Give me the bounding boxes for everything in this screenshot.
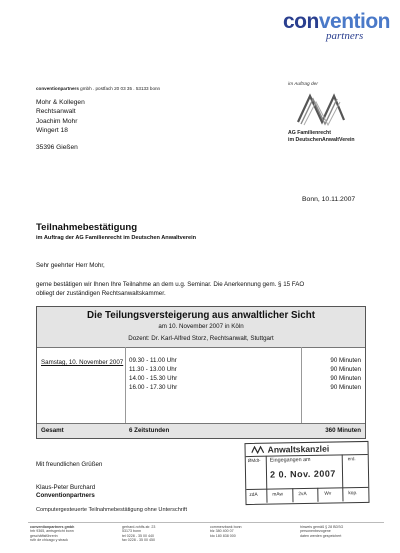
stamp-cell: kop.	[348, 491, 358, 497]
footer-line: conventionpartners gmbh	[30, 525, 75, 529]
stamp-om-label: ØMdt-	[247, 457, 261, 464]
stamp-divider	[317, 488, 318, 502]
footer-line: daten werden gespeichert	[300, 533, 342, 538]
stamp-title: Anwaltskanzlei	[267, 443, 330, 455]
sender-address-line	[36, 86, 160, 91]
on-behalf-label: im Auftrag der	[288, 82, 318, 87]
footer-line: fax 0228 - 35 00 450	[122, 538, 155, 543]
computer-generated-note: Computergesteuerte Teilnahmebestätigung ohne Unterschrift	[36, 507, 188, 513]
stamp-cell: zdA	[249, 492, 258, 499]
received-stamp	[244, 441, 369, 505]
time-slot: 09.30 - 11.00 Uhr	[129, 357, 177, 364]
closing-greeting: Mit freundlichen Grüßen	[36, 461, 103, 468]
letter-date: Bonn, 10.11.2007	[302, 196, 356, 203]
recipient-city: 35396 Gießen	[36, 144, 78, 151]
total-minutes: 360 Minuten	[325, 427, 361, 434]
stamp-logo-icon	[252, 446, 266, 454]
footer-line: commerzbank bonn	[210, 525, 242, 529]
salutation: Sehr geehrter Herr Mohr,	[36, 262, 105, 269]
slot-duration: 90 Minuten	[330, 357, 361, 364]
logo-part-con: con	[283, 10, 319, 33]
time-slot: 16.00 - 17.30 Uhr	[129, 384, 178, 391]
time-slot: 14.00 - 15.30 Uhr	[129, 375, 178, 382]
signer-company	[36, 492, 95, 499]
sender-address: gmbh . postfach 20 03 35 . 53133 bonn	[78, 86, 161, 91]
recipient-line: Wingert 18	[36, 127, 68, 135]
column-divider	[125, 347, 126, 423]
stamp-date: 2 0. Nov. 2007	[269, 468, 336, 480]
recipient-line: Joachim Mohr	[36, 117, 78, 125]
signer-name: Klaus-Peter Burchard	[36, 484, 96, 491]
stamp-cell: 2vA	[298, 492, 307, 498]
body-text-line: obliegt der zuständigen Rechtsanwaltskammer.	[36, 290, 166, 297]
stamp-done-label: erd.	[347, 456, 356, 462]
stamp-divider	[266, 456, 268, 489]
stamp-cell: mAw	[272, 492, 284, 498]
total-row	[37, 423, 365, 438]
stamp-footer	[246, 487, 368, 503]
stamp-body	[246, 454, 369, 490]
footer-line: 53173 bonn	[122, 529, 141, 534]
stamp-divider	[292, 488, 293, 502]
seminar-day: Samstag, 10. November 2007	[41, 359, 124, 366]
seminar-title: Die Teilungsversteigerung aus anwaltlicher Sicht	[87, 310, 315, 321]
recipient-line: Mohr & Kollegen	[36, 99, 85, 106]
time-slot: 11.30 - 13.00 Uhr	[129, 366, 177, 373]
signer-company-name: Conventionpartners	[36, 492, 95, 499]
footer-line: ruth de chicago y strack	[30, 538, 68, 543]
slot-duration: 90 Minuten	[330, 384, 361, 391]
stamp-received-label: Eingegangen am	[269, 456, 311, 464]
footer-line: geschäftsführerin	[30, 533, 58, 538]
body-text-line: gerne bestätigen wir Ihnen Ihre Teilnahme an dem u.g. Seminar. Die Anerkennung gem. § 15 FAO	[36, 281, 305, 288]
client-name-line2	[288, 137, 355, 143]
footer-line: kto 180 838 000	[210, 533, 236, 538]
footer-company	[30, 525, 74, 543]
stamp-cell: Wv	[324, 491, 332, 497]
seminar-lecturer: Dozent: Dr. Karl-Alfred Storz, Rechtsanwalt, Stuttgart	[128, 335, 274, 342]
footer-line: hrb 9365, amtsgericht bonn	[30, 529, 74, 534]
footer-line: gerhard-rohlfs-str. 23	[122, 525, 156, 529]
client-name-line1: AG Familienrecht	[288, 130, 331, 136]
client-line2-part: im Deutschen	[288, 137, 323, 143]
seminar-date-location: am 10. November 2007 in Köln	[158, 323, 244, 330]
seminar-table	[36, 306, 366, 439]
stamp-divider	[342, 487, 343, 501]
total-label: Gesamt	[41, 427, 64, 434]
footer-line: personenbezogene	[300, 529, 331, 534]
recipient-address	[36, 98, 85, 136]
footer-address	[122, 525, 155, 543]
recipient-line: Rechtsanwalt	[36, 108, 76, 116]
column-divider	[301, 347, 302, 423]
footer-line: blz 380 400 07	[210, 529, 234, 534]
document-subtitle: im Auftrag der AG Familienrecht im Deutschen Anwaltverein	[36, 235, 197, 241]
footer-line: hinweis gemäß § 28 BDSG	[300, 525, 344, 529]
client-line2-part: Anwalt	[322, 137, 340, 143]
stamp-divider	[342, 454, 344, 487]
total-hours: 6 Zeitstunden	[129, 427, 170, 434]
agf-logo-icon	[296, 90, 346, 126]
logo-part-vention: vention	[318, 10, 391, 33]
seminar-header	[37, 307, 365, 348]
document-title: Teilnahmebestätigung	[36, 222, 138, 233]
client-line2-part: Verein	[339, 137, 355, 143]
slot-duration: 90 Minuten	[330, 375, 361, 382]
footer-divider	[28, 522, 384, 523]
logo-subtitle: partners	[326, 30, 364, 42]
footer-privacy	[300, 525, 343, 538]
stamp-divider	[266, 489, 267, 503]
footer-bank	[210, 525, 242, 538]
sender-company: conventionpartners	[36, 86, 79, 91]
footer-line: tel 0228 - 35 00 440	[122, 533, 154, 538]
slot-duration: 90 Minuten	[330, 366, 361, 373]
